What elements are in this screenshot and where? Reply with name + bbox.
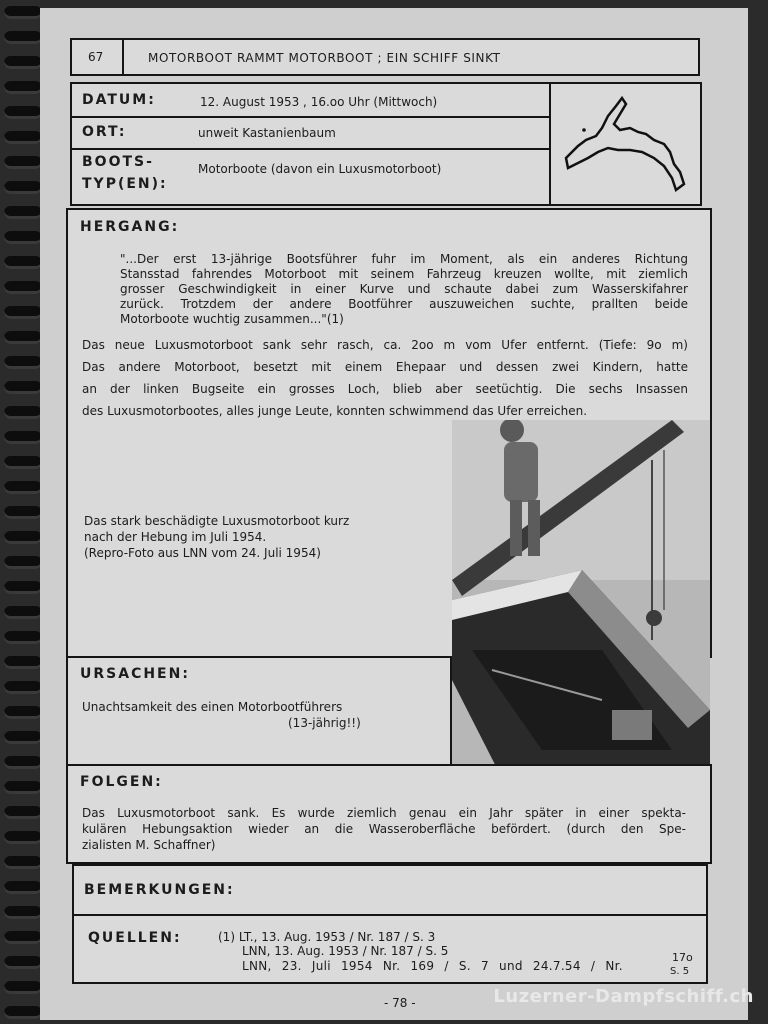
datum-label: DATUM: xyxy=(82,92,156,108)
folgen-line: zialisten M. Schaffner) xyxy=(82,838,216,852)
binding-ring xyxy=(4,281,42,294)
hergang-paragraph-line: des Luxusmotorbootes, alles junge Leute, konnten schwimmend das Ufer erreichen. xyxy=(82,404,588,418)
hergang-quote-line: "...Der erst 13-jährige Bootsführer fuhr im Moment, als ein anderes Richtung xyxy=(120,252,688,266)
quellen-label: QUELLEN: xyxy=(88,930,182,946)
binding-ring xyxy=(4,881,42,894)
page-number: - 78 - xyxy=(384,996,416,1010)
watermark: Luzerner-Dampfschiff.ch xyxy=(493,986,754,1007)
hergang-paragraph-line: an der linken Bugseite ein grosses Loch, blieb aber seetüchtig. Die sechs Insassen xyxy=(82,382,688,396)
binding-ring xyxy=(4,631,42,644)
binding-ring xyxy=(4,306,42,319)
binding-ring xyxy=(4,656,42,669)
binding-ring xyxy=(4,606,42,619)
binding-ring xyxy=(4,581,42,594)
hergang-quote-line: Stansstad fahrendes Motorboot mit seinem Fahrzeug kreuzen wollte, mit ziemlich xyxy=(120,267,688,281)
ort-label: ORT: xyxy=(82,124,127,140)
salvaged-boat-image xyxy=(452,420,710,798)
bootstyp-label-1: BOOTS- xyxy=(82,154,154,170)
photo-caption-line: (Repro-Foto aus LNN vom 24. Juli 1954) xyxy=(84,546,321,560)
quellen-subscript: S. 5 xyxy=(670,966,690,977)
binding-ring xyxy=(4,906,42,919)
binding-ring xyxy=(4,856,42,869)
binding-ring xyxy=(4,206,42,219)
ursachen-text: Unachtsamkeit des einen Motorbootführers xyxy=(82,700,343,714)
binding-ring xyxy=(4,506,42,519)
ort-value: unweit Kastanienbaum xyxy=(198,126,336,140)
binding-ring xyxy=(4,6,42,19)
hergang-label: HERGANG: xyxy=(80,219,180,235)
page-title: MOTORBOOT RAMMT MOTORBOOT ; EIN SCHIFF SINKT xyxy=(148,51,501,65)
quellen-superscript: 17o xyxy=(672,951,693,964)
binding-ring xyxy=(4,231,42,244)
hergang-quote-line: grosser Geschwindigkeit in einer Kurve und schaute dabei zum Wasserskifahrer xyxy=(120,282,688,296)
quellen-line: LNN, 13. Aug. 1953 / Nr. 187 / S. 5 xyxy=(242,944,449,958)
folgen-line: kulären Hebungsaktion wieder an die Wasseroberfläche befördert. (durch den Spe- xyxy=(82,822,686,836)
bemerkungen-label: BEMERKUNGEN: xyxy=(84,882,235,898)
binding-ring xyxy=(4,931,42,944)
hergang-quote-line: Motorboote wuchtig zusammen..."(1) xyxy=(120,312,344,326)
binding-ring xyxy=(4,981,42,994)
binding-ring xyxy=(4,456,42,469)
binding-ring xyxy=(4,81,42,94)
folgen-label: FOLGEN: xyxy=(80,774,163,790)
entry-number: 67 xyxy=(88,50,104,64)
binding-ring xyxy=(4,1006,42,1019)
header-box xyxy=(70,38,700,76)
document-page xyxy=(40,8,748,1020)
binding-ring xyxy=(4,531,42,544)
hergang-quote-line: zurück. Trotzdem der andere Bootführer auszuweichen suchte, prallten beide xyxy=(120,297,688,311)
info-box xyxy=(70,82,702,206)
folgen-line: Das Luxusmotorboot sank. Es wurde ziemlich genau ein Jahr später in einer spekta- xyxy=(82,806,686,820)
binding-ring xyxy=(4,31,42,44)
hergang-paragraph-line: Das andere Motorboot, besetzt mit einem Ehepaar und dessen zwei Kindern, hatte xyxy=(82,360,688,374)
bootstyp-label-2: TYP(EN): xyxy=(82,176,168,192)
bootstyp-value: Motorboote (davon ein Luxusmotorboot) xyxy=(198,162,442,176)
ursachen-label: URSACHEN: xyxy=(80,666,190,682)
binding-ring xyxy=(4,256,42,269)
binding-ring xyxy=(4,156,42,169)
binding-ring xyxy=(4,381,42,394)
binding-ring xyxy=(4,406,42,419)
binding-ring xyxy=(4,181,42,194)
binding-ring xyxy=(4,781,42,794)
bemerkungen-box xyxy=(72,864,708,916)
lake-map-icon xyxy=(556,88,696,200)
binding-ring xyxy=(4,806,42,819)
binding-ring xyxy=(4,556,42,569)
photo-caption-line: nach der Hebung im Juli 1954. xyxy=(84,530,267,544)
binding-ring xyxy=(4,681,42,694)
ursachen-age: (13-jährig!!) xyxy=(288,716,361,730)
folgen-box xyxy=(66,764,712,864)
hergang-paragraph-line: Das neue Luxusmotorboot sank sehr rasch, ca. 2oo m vom Ufer entfernt. (Tiefe: 9o m) xyxy=(82,338,688,352)
binding-ring xyxy=(4,756,42,769)
binding-ring xyxy=(4,106,42,119)
binding-ring xyxy=(4,731,42,744)
ursachen-box xyxy=(66,656,452,768)
photo-caption-line: Das stark beschädigte Luxusmotorboot kurz xyxy=(84,514,350,528)
binding-ring xyxy=(4,331,42,344)
binding-ring xyxy=(4,956,42,969)
boat-photo xyxy=(452,420,710,798)
quellen-line: (1) LT., 13. Aug. 1953 / Nr. 187 / S. 3 xyxy=(218,930,436,944)
binding-ring xyxy=(4,481,42,494)
binding-ring xyxy=(4,706,42,719)
binding-ring xyxy=(4,131,42,144)
datum-value: 12. August 1953 , 16.oo Uhr (Mittwoch) xyxy=(200,95,438,109)
quellen-box xyxy=(72,914,708,984)
binding-ring xyxy=(4,56,42,69)
binding-ring xyxy=(4,356,42,369)
quellen-line: LNN, 23. Juli 1954 Nr. 169 / S. 7 und 24.7.54 / Nr. xyxy=(242,959,623,973)
binding-ring xyxy=(4,831,42,844)
binding-ring xyxy=(4,431,42,444)
